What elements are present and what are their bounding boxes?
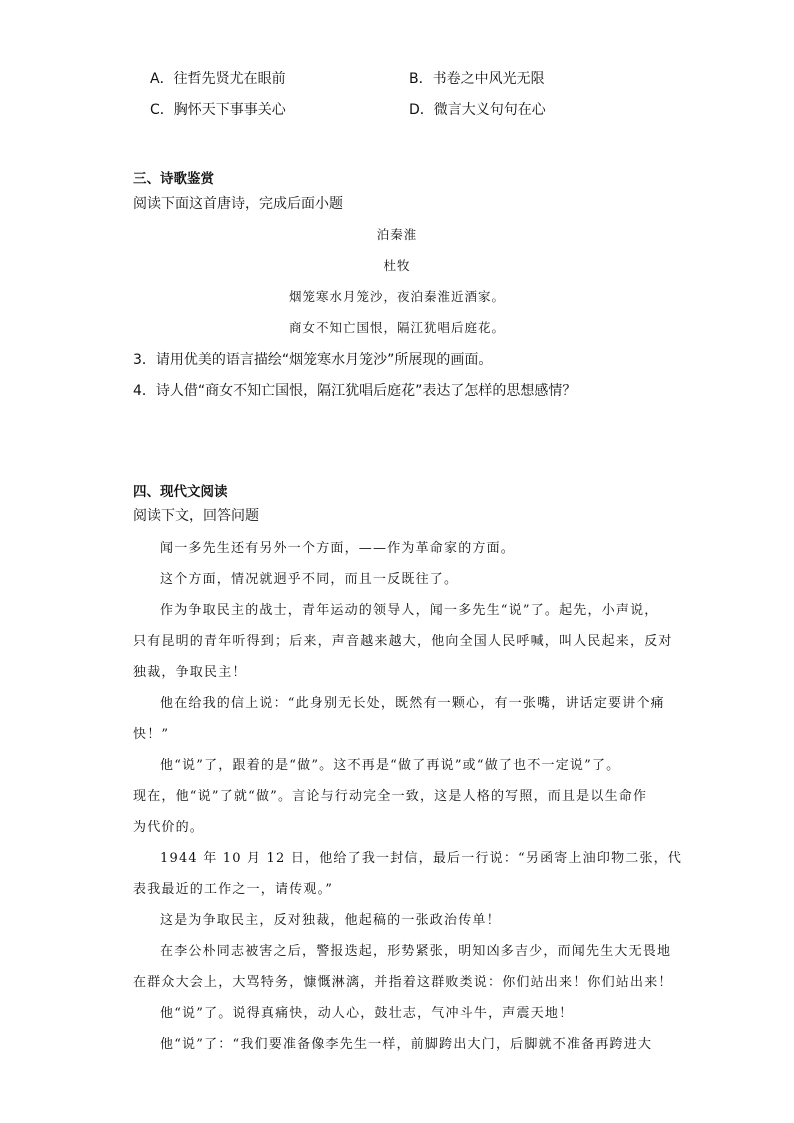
essay-line: 闻一多先生还有另外一个方面，——作为革命家的方面。 bbox=[160, 541, 516, 556]
option-a: A．往哲先贤尤在眼前 bbox=[150, 71, 286, 87]
option-d: D．微言大义句句在心 bbox=[409, 102, 546, 118]
essay-line: 这个方面，情况就迥乎不同，而且一反既往了。 bbox=[160, 572, 459, 587]
poem-author: 杜牧 bbox=[383, 258, 411, 273]
section-3-heading: 三、诗歌鉴赏 bbox=[133, 171, 214, 187]
essay-line: 现在，他“说”了就“做”。言论与行动完全一致，这是人格的写照，而且是以生命作 bbox=[133, 789, 648, 804]
essay-line: 1944 年 10 月 12 日，他给了我一封信，最后一行说：“另函寄上油印物二张，代 bbox=[160, 851, 683, 866]
essay-line: 为代价的。 bbox=[133, 820, 205, 835]
question-4: 4．诗人借“商女不知亡国恨，隔江犹唱后庭花”表达了怎样的思想感情？ bbox=[133, 383, 577, 399]
essay-line: 表我最近的工作之一，请传观。” bbox=[133, 882, 334, 897]
essay-line: 作为争取民主的战士，青年运动的领导人，闻一多先生“说”了。起先，小声说， bbox=[160, 603, 659, 618]
option-c: C．胸怀天下事事关心 bbox=[150, 102, 286, 118]
essay-line: 只有昆明的青年听得到；后来，声音越来越大，他向全国人民呼喊，叫人民起来，反对 bbox=[133, 634, 673, 649]
poem-line-1: 烟笼寒水月笼沙，夜泊秦淮近酒家。 bbox=[288, 289, 505, 304]
essay-line: 他“说”了。说得真痛快，动人心，鼓壮志，气冲斗牛，声震天地！ bbox=[160, 1006, 574, 1021]
essay-line: 快！” bbox=[133, 727, 170, 742]
essay-line: 他“说”了：“我们要准备像李先生一样，前脚跨出大门，后脚就不准备再跨进大 bbox=[160, 1037, 653, 1052]
poem-title: 泊秦淮 bbox=[376, 227, 418, 242]
option-b: B．书卷之中风光无限 bbox=[409, 71, 545, 87]
essay-line: 他“说”了，跟着的是“做”。这不再是“做了再说”或“做了也不一定说”了。 bbox=[160, 758, 621, 773]
essay-line: 他在给我的信上说：“此身别无长处，既然有一颗心，有一张嘴，讲话定要讲个痛 bbox=[160, 696, 665, 711]
essay-line: 这是为争取民主，反对独裁，他起稿的一张政治传单！ bbox=[160, 913, 501, 928]
essay-line: 在李公朴同志被害之后，警报迭起，形势紧张，明知凶多吉少，而闻先生大无畏地 bbox=[160, 944, 672, 959]
section-3-instruction: 阅读下面这首唐诗，完成后面小题 bbox=[133, 196, 343, 212]
section-4-heading: 四、现代文阅读 bbox=[133, 484, 228, 500]
poem-line-2: 商女不知亡国恨，隔江犹唱后庭花。 bbox=[288, 320, 505, 335]
essay-line: 在群众大会上，大骂特务，慷慨淋漓，并指着这群败类说：你们站出来！你们站出来！ bbox=[133, 975, 673, 990]
question-3: 3．请用优美的语言描绘“烟笼寒水月笼沙”所展现的画面。 bbox=[133, 352, 493, 368]
section-4-instruction: 阅读下文，回答问题 bbox=[133, 508, 259, 524]
essay-line: 独裁，争取民主！ bbox=[133, 665, 247, 680]
